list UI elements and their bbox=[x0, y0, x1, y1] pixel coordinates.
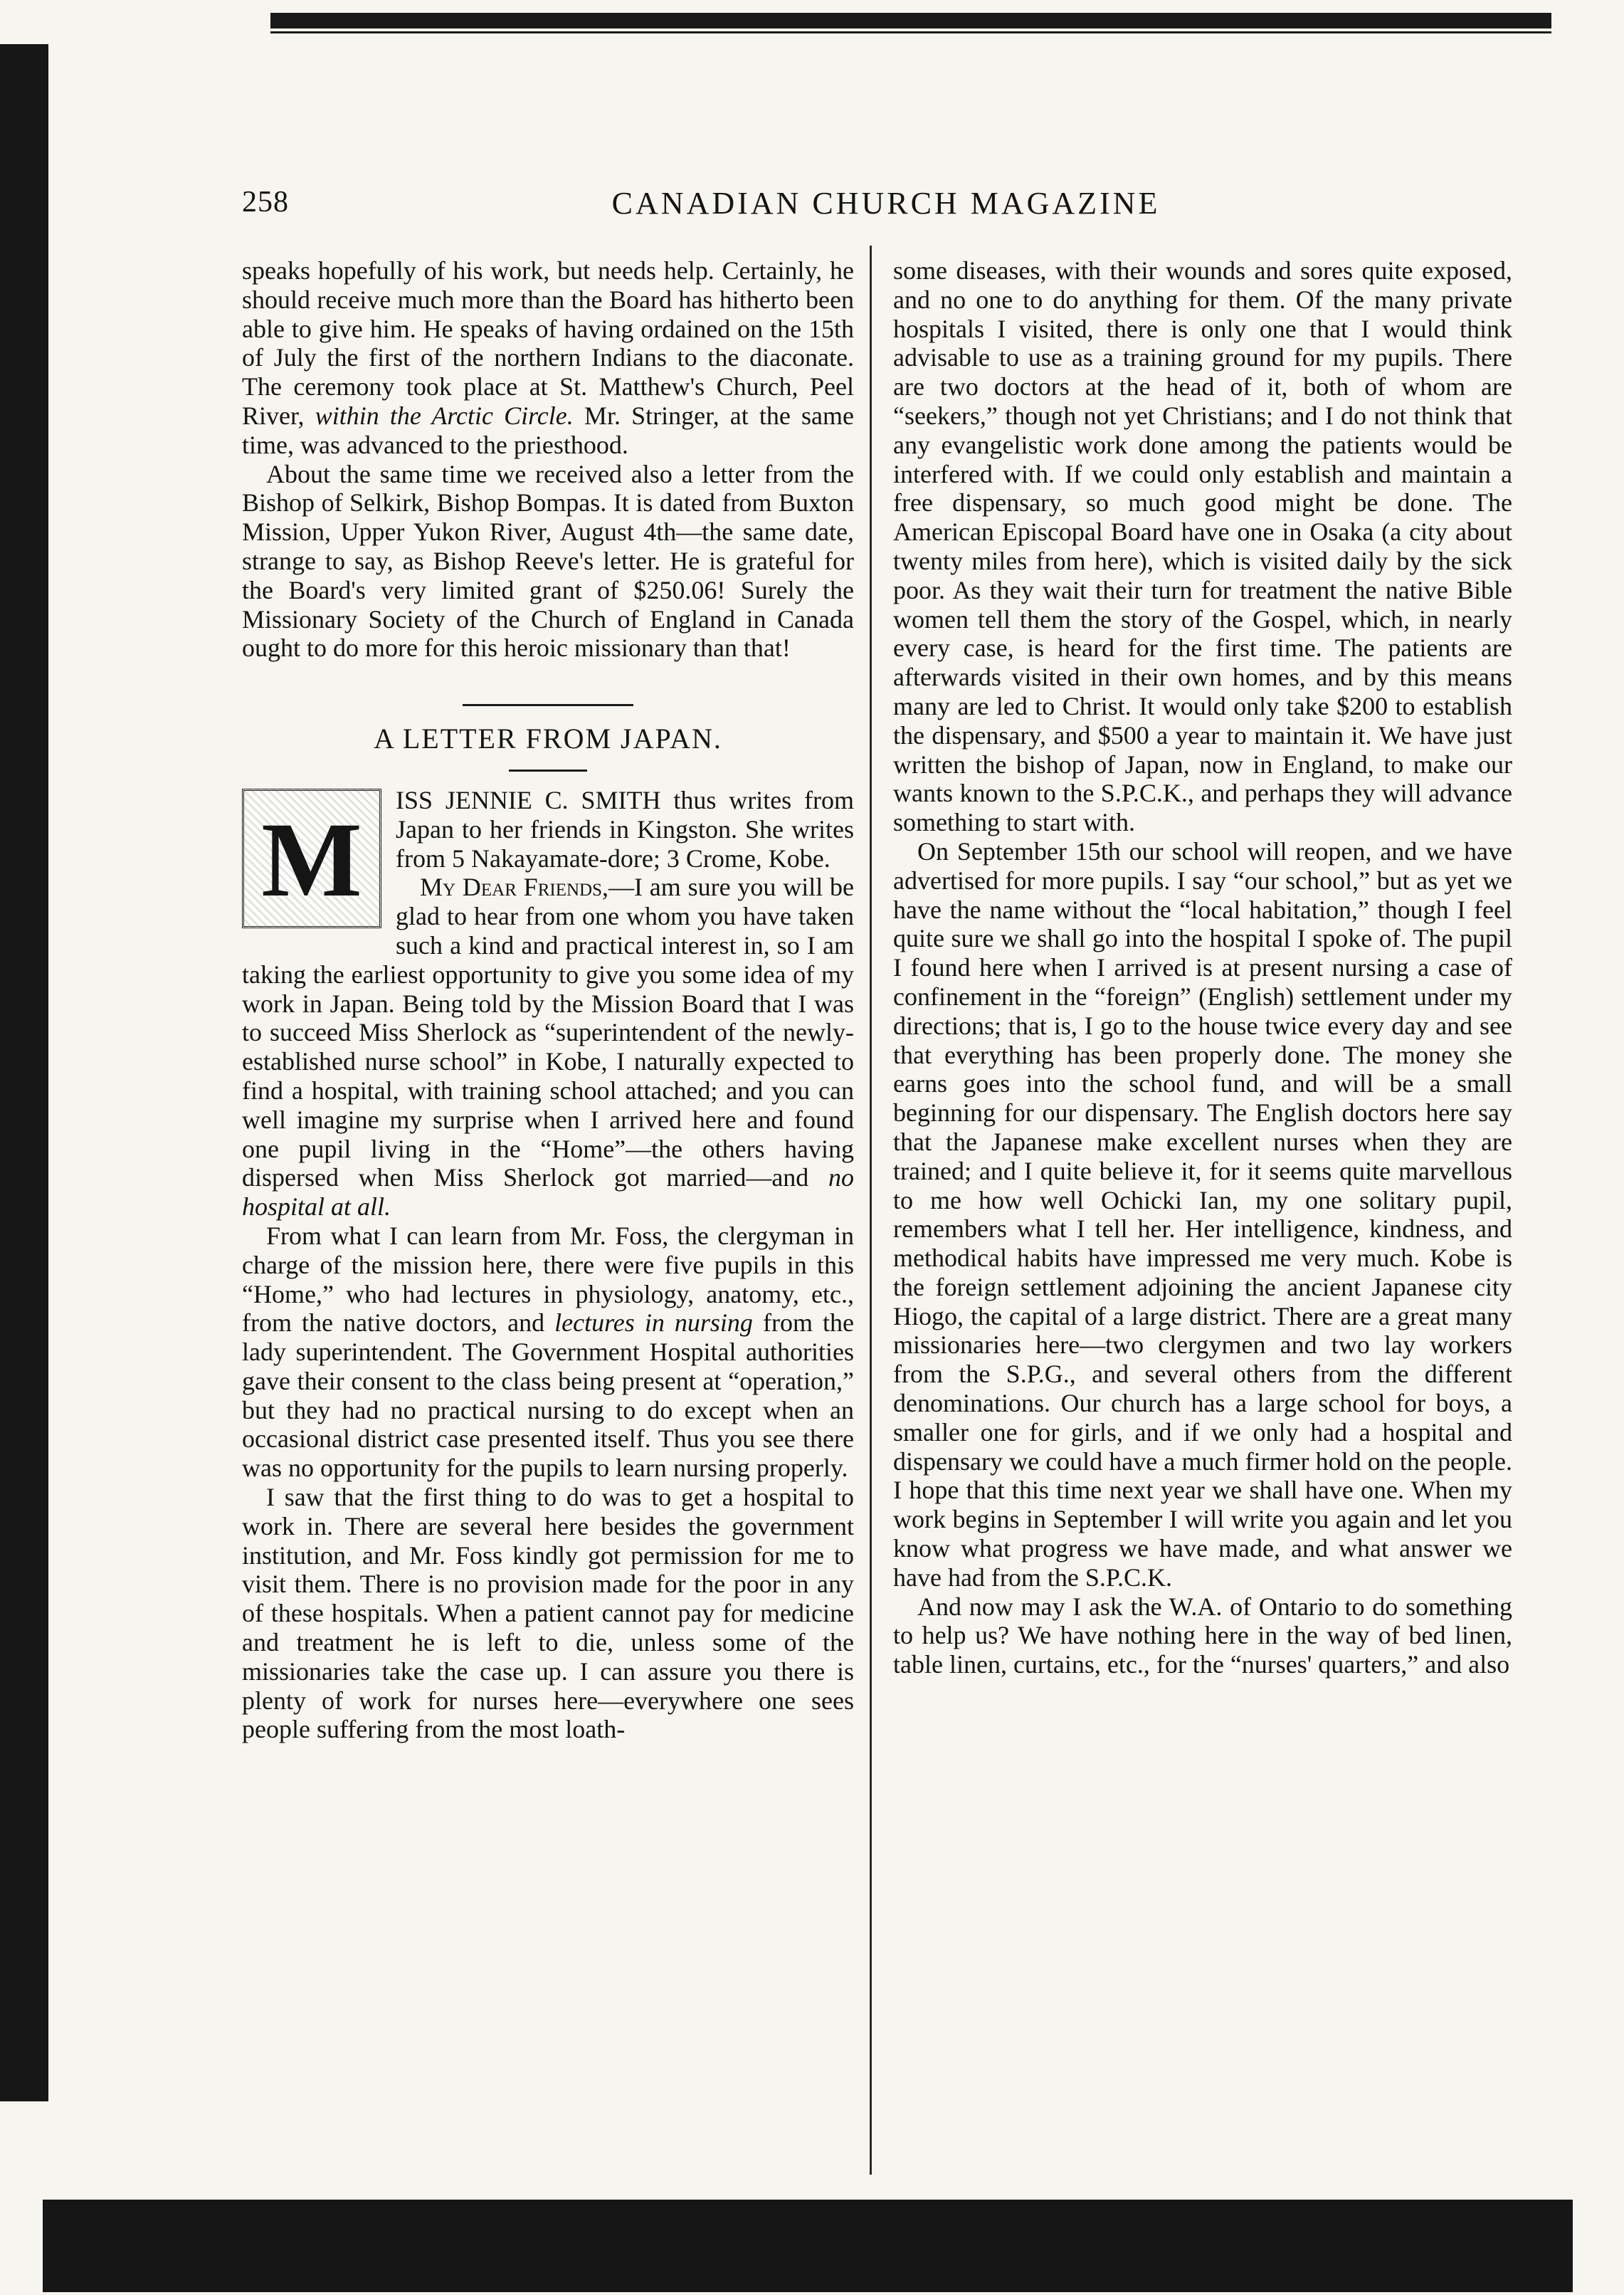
top-border-rule bbox=[270, 13, 1551, 28]
article-intro: M ISS JENNIE C. SMITH thus writes from Japan to her friends in Kingston. She writes from 5 Nakayamate-dore; 3 Crome, Kobe. bbox=[242, 786, 854, 873]
section-title: A LETTER FROM JAPAN. bbox=[374, 723, 722, 755]
paragraph: From what I can learn from Mr. Foss, the clergyman in charge of the mission here, there were five pupils in this “Home,” who had lectures in physiology, anatomy, etc., from the native doctors, and lectures in nursing from the lady superintendent. The Government Hospital authorities gave their consent to the class being present at “operation,” but they had no practical nursing to do except when an occasional district case presented itself. Thus you see there was no opportunity for the pupils to learn nursing properly. bbox=[242, 1221, 854, 1483]
paragraph: speaks hopefully of his work, but needs help. Certainly, he should receive much more than the Board has hitherto been able to give him. He speaks of having ordained on the 15th of July the first of the northern Indians to the diaconate. The ceremony took place at St. Matthew's Church, Peel River, within the Arctic Circle. Mr. Stringer, at the same time, was advanced to the priesthood. bbox=[242, 256, 855, 459]
top-border-hairline bbox=[270, 31, 1551, 33]
salutation: My Dear Friends, bbox=[420, 873, 608, 902]
scan-left-edge bbox=[0, 44, 48, 2101]
title-underline bbox=[509, 770, 587, 772]
dropcap-ornament bbox=[242, 789, 381, 928]
section-divider bbox=[463, 704, 633, 706]
letter-opening: My Dear Friends,—I am sure you will be glad to hear from one whom you have taken such a kind and practical interest in, so I am taking the earliest opportunity to give you some idea of my work in Japan. Being told by the Mission Board that I was to succeed Miss Sherlock as “superintendent of the newly-established nurse school” in Kobe, I naturally expected to find a hospital, with training school attached; and you can well imagine my surprise when I arrived here and found one pupil living in the “Home”—the others having dispersed when Miss Sherlock got married—and no hospital at all. bbox=[242, 873, 854, 1222]
page-number: 258 bbox=[242, 186, 289, 219]
dropcap-letter: M bbox=[261, 800, 362, 919]
page-header bbox=[242, 185, 1530, 231]
paragraph: some diseases, with their wounds and sores quite exposed, and no one to do anything for them. Of the many private hospitals I visited, there is only one that I would think advisable to use as a training ground for my pupils. There are two doctors at the head of it, both of whom are “seekers,” though not yet Christians; and I do not think that any evangelistic work done among the patients would be interfered with. If we could only establish and maintain a free dispensary, so much good might be done. The American Episcopal Board have one in Osaka (a city about twenty miles from here), which is visited daily by the sick poor. As they wait their turn for treatment the native Bible women tell them the story of the Gospel, which, in nearly every case, is heard for the first time. The patients are afterwards visited in their own homes, and by this means many are led to Christ. It would only take $200 to establish the dispensary, and $500 a year to maintain it. We have just written the bishop of Japan, now in England, to make our wants known to the S.P.C.K., and perhaps they will advance something to start with. bbox=[893, 256, 1512, 837]
scan-bottom-band bbox=[43, 2200, 1573, 2292]
column-divider bbox=[870, 246, 872, 2175]
running-head: CANADIAN CHURCH MAGAZINE bbox=[611, 186, 1161, 221]
left-column bbox=[242, 256, 854, 1744]
paragraph: On September 15th our school will reopen, and we have advertised for more pupils. I say “our school,” but as yet we have the name without the “local habitation,” though I feel quite sure we shall go into the hospital I spoke of. The pupil I found here when I arrived is at present nursing a case of confinement in the “foreign” (English) settlement under my directions; that is, I go to the house twice every day and see that everything has been properly done. The money she earns goes into the school fund, and will be a small beginning for our dispensary. The English doctors here say that the Japanese make excellent nurses when they are trained; and I quite believe it, for it seems quite marvellous to me how well Ochicki Ian, my one solitary pupil, remembers what I tell her. Her intelligence, kindness, and methodical habits have impressed me very much. Kobe is the foreign settlement adjoining the ancient Japanese city Hiogo, the capital of a large district. There are a great many missionaries here—two clergymen and two lay workers from the S.P.G., and several others from the different denominations. Our church has a large school for boys, a smaller one for girls, and if we only had a hospital and dispensary we could have a much firmer hold on the people. I hope that this time next year we shall have one. When my work begins in September I will write you again and let you know what progress we have made, and what answer we have had from the S.P.C.K. bbox=[893, 836, 1512, 1592]
paragraph: I saw that the first thing to do was to get a hospital to work in. There are several here besides the government institution, and Mr. Foss kindly got permission for me to visit them. There is no provision made for the poor in any of these hospitals. When a patient cannot pay for medicine and treatment he is left to die, unless some of the missionaries take the case up. I can assure you there is plenty of work for nurses here—everywhere one sees people suffering from the most loath- bbox=[242, 1483, 854, 1744]
right-column bbox=[893, 256, 1512, 1679]
paragraph: And now may I ask the W.A. of Ontario to do something to help us? We have nothing here in the way of bed linen, table linen, curtains, etc., for the “nurses' quarters,” and also bbox=[893, 1592, 1512, 1679]
paragraph: About the same time we received also a letter from the Bishop of Selkirk, Bishop Bompas. It is dated from Buxton Mission, Upper Yukon River, August 4th—the same date, strange to say, as Bishop Reeve's letter. He is grateful for the Board's very limited grant of $250.06! Surely the Missionary Society of the Church of England in Canada ought to do more for this heroic missionary than that! bbox=[242, 459, 854, 663]
